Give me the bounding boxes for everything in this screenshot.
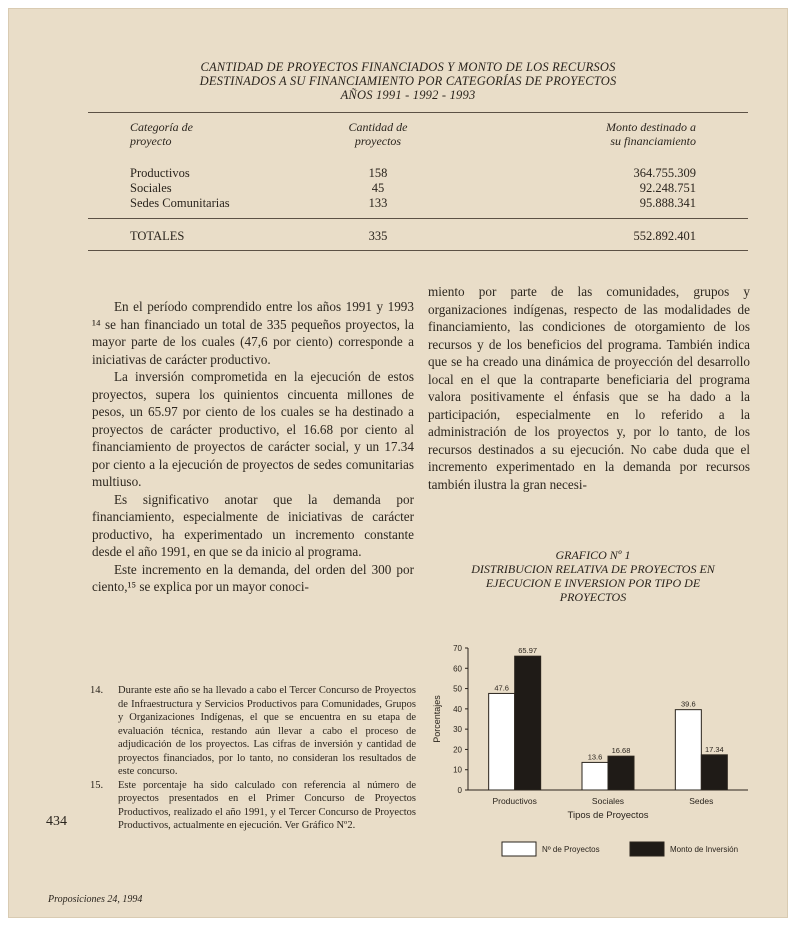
bar xyxy=(608,756,634,790)
left-column-text xyxy=(92,298,414,596)
table-mid-rule xyxy=(88,218,748,219)
bar-value-label: 13.6 xyxy=(587,752,603,762)
x-axis-label: Tipos de Proyectos xyxy=(567,810,649,821)
table-title xyxy=(158,60,658,102)
legend-label: Monto de Inversión xyxy=(670,845,739,854)
footnote-text: Este porcentaje ha sido calculado con referencia al número de proyectos presentados en el Primer Concurso de Proyectos Productivos, realizado el año 1991, y el Tercer Concurso de Proyectos Productivos, actualmente en ejecución. Ver Gráfico Nº2. xyxy=(118,779,416,831)
x-tick-label: Sedes xyxy=(689,796,714,806)
bar xyxy=(582,762,608,790)
chart-title-line: EJECUCION E INVERSION POR TIPO DE xyxy=(485,576,701,590)
header-category-line1: Categoría de xyxy=(130,120,193,134)
chart-title xyxy=(438,548,748,604)
x-tick-label: Sociales xyxy=(591,796,625,806)
bar xyxy=(515,656,541,790)
totals-quantity: 335 xyxy=(368,229,388,243)
paragraph: miento por parte de las comunidades, grupos y organizaciones indígenas, respecto de las modalidades de financiamiento, las condiciones de otorgamiento de los recursos y de los beneficios del programa. También indica que se ha creado una dinámica de proyección del desarrollo local en el que la contraparte beneficiaria del programa valora positivamente el énfasis que se ha dado a la participación, especialmente en lo referido a la administración de los proyectos y, por lo tanto, de los recursos destinados a su ejecución. No cabe duda que el incremento experimentado en la demanda por recursos también ilustra la gran necesi- xyxy=(428,284,750,492)
row-category: Sedes Comunitarias xyxy=(130,196,230,210)
footnote-text: Durante este año se ha llevado a cabo el Tercer Concurso de Proyectos de Infraestructura y Servicios Productivos para Comunidades, Grupos y Organizaciones Indígenas, el que se encuentra en su etapa de evaluación técnica, restando aún llevar a cabo el proceso de adjudicación de los proyectos. Las cifras de inversión y cantidad de proyectos financiados, por lo tanto, no consideran los resultados de este concurso. xyxy=(118,685,416,777)
scanned-page xyxy=(8,8,788,918)
header-amount-line2: su financiamiento xyxy=(610,134,696,148)
table-title-line: DESTINADOS A SU FINANCIAMIENTO POR CATEGORÍAS DE PROYECTOS xyxy=(199,74,617,88)
row-quantity: 158 xyxy=(368,166,388,180)
table-bottom-rule xyxy=(88,250,748,251)
chart-title-line: PROYECTOS xyxy=(559,590,627,604)
totals-label: TOTALES xyxy=(130,229,185,243)
paragraph: La inversión comprometida en la ejecución de estos proyectos, supera los quinientos cincuenta millones de pesos, un 65.97 por ciento de los cuales se ha destinado a proyectos de carácter productivo, el 16.68 por ciento al financiamiento de proyectos de carácter social, y un 17.34 por ciento a la ejecución de proyectos de sedes comunitarias multiuso. xyxy=(92,369,414,489)
legend-label: Nº de Proyectos xyxy=(542,845,600,854)
right-column-text xyxy=(428,283,750,493)
row-category: Sociales xyxy=(130,181,172,195)
row-amount: 95.888.341 xyxy=(639,196,696,210)
y-tick-label: 50 xyxy=(453,684,462,694)
y-tick-label: 0 xyxy=(457,786,462,795)
footnote xyxy=(90,779,416,833)
table-row xyxy=(130,196,230,211)
header-amount-line1: Monto destinado a xyxy=(606,120,696,134)
bar-value-label: 65.97 xyxy=(518,646,538,656)
paragraph: En el período comprendido entre los años 1991 y 1993 ¹⁴ se han financiado un total de 335 pequeños proyectos, la mayor parte de los cuales (47,6 por ciento) corresponde a iniciativas de carácter productivo. xyxy=(92,299,414,367)
y-tick-label: 70 xyxy=(453,644,462,653)
row-category: Productivos xyxy=(130,166,190,180)
running-footer: Proposiciones 24, 1994 xyxy=(48,894,143,905)
footnote-number: 15. xyxy=(90,779,104,791)
y-tick-label: 60 xyxy=(453,664,462,674)
table-row xyxy=(130,166,190,181)
legend-swatch xyxy=(502,842,536,856)
paragraph: Es significativo anotar que la demanda por financiamiento, especialmente de iniciativas de carácter productivo, ha experimentado un incremento constante desde el año 1991, en que se da inicio al programa. xyxy=(92,491,414,559)
table-title-line: CANTIDAD DE PROYECTOS FINANCIADOS Y MONTO DE LOS RECURSOS xyxy=(200,60,616,74)
bar-value-label: 39.6 xyxy=(681,699,696,709)
paragraph: Este incremento en la demanda, del orden del 300 por ciento,¹⁵ se explica por un mayor conoci- xyxy=(92,561,414,594)
y-axis-label: Porcentajes xyxy=(432,695,442,743)
table-top-rule xyxy=(88,112,748,113)
table-title-line: AÑOS 1991 - 1992 - 1993 xyxy=(340,88,476,102)
header-quantity xyxy=(338,120,418,148)
header-category-line2: proyecto xyxy=(130,134,172,148)
page-number: 434 xyxy=(46,814,67,829)
header-amount xyxy=(568,120,696,148)
row-quantity: 45 xyxy=(371,181,385,195)
y-tick-label: 30 xyxy=(453,725,462,735)
chart-title-line: DISTRIBUCION RELATIVA DE PROYECTOS EN xyxy=(471,562,715,576)
chart-title-line: GRAFICO Nº 1 xyxy=(555,548,631,562)
footnote-number: 14. xyxy=(90,685,104,696)
row-amount: 92.248.751 xyxy=(639,181,696,195)
header-category xyxy=(130,120,193,148)
x-tick-label: Productivos xyxy=(492,796,537,806)
bar-value-label: 16.68 xyxy=(611,746,631,756)
footnotes xyxy=(90,684,416,833)
bar xyxy=(489,693,515,790)
y-tick-label: 20 xyxy=(453,745,462,755)
legend-swatch xyxy=(630,842,664,856)
footnote xyxy=(90,684,416,779)
header-quantity-line2: proyectos xyxy=(354,134,402,148)
header-quantity-line1: Cantidad de xyxy=(348,120,408,134)
y-tick-label: 10 xyxy=(453,765,462,775)
bar-value-label: 17.34 xyxy=(704,744,724,754)
bar-value-label: 47.6 xyxy=(494,683,509,693)
totals-amount: 552.892.401 xyxy=(633,229,696,243)
bar xyxy=(675,710,701,790)
row-amount: 364.755.309 xyxy=(633,166,696,180)
bar xyxy=(701,755,727,790)
bar-chart xyxy=(418,628,768,878)
row-quantity: 133 xyxy=(368,196,388,210)
y-tick-label: 40 xyxy=(453,704,462,714)
table-row xyxy=(130,181,172,196)
